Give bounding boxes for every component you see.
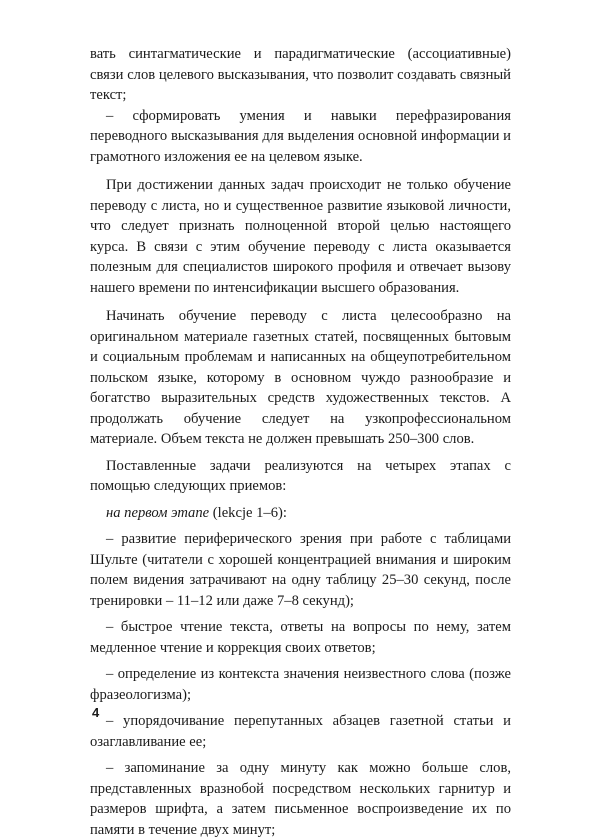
paragraph-material: Начинать обучение переводу с листа целесообразно на оригинальном материале газетных статей, посвященных бытовым и социальным проблемам и написанных на общеупотребительном польском языке, которому в основном чуждо разнообразие и богатство выразительных средств художественных текстов. А продолжать обучение следует на узкопрофессиональном материале. Объем текста не должен превышать 250–300 слов. [90, 308, 511, 447]
list-item: – упорядочивание перепутанных абзацев газетной статьи и озаглавливание ее; [90, 713, 511, 750]
stage-label: на первом этапе [106, 504, 210, 521]
list-item: – определение из контекста значения неизвестного слова (позже фразеологизма); [90, 666, 511, 703]
list-item: – быстрое чтение текста, ответы на вопросы по нему, затем медленное чтение и коррекция своих ответов; [90, 619, 511, 656]
paragraph-continuation: вать синтагматические и парадигматические (ассоциативные) связи слов целевого высказывания, что позволит создавать связный текст; [90, 46, 511, 103]
paragraph-stages-intro: Поставленные задачи реализуются на четырех этапах с помощью следующих приемов: [90, 457, 511, 494]
page-body [90, 44, 511, 840]
list-item: – развитие периферического зрения при работе с таблицами Шульте (читатели с хорошей концентрацией внимания и широким полем видения затрачивают на одну таблицу 25–30 секунд, после тренировки – 11–12 или даже 7–8 секунд); [90, 531, 511, 609]
stage-lessons: (lekcje 1–6): [209, 504, 287, 521]
stage-heading [90, 503, 511, 524]
page-number: 4 [92, 705, 100, 720]
paragraph-second-goal: При достижении данных задач происходит не только обучение переводу с листа, но и существенное развитие языковой личности, что следует признать полноценной второй целью настоящего курса. В связи с этим обучение переводу с листа оказывается полезным для специалистов широкого профиля и отвечает вызову нашего времени по интенсификации высшего образования. [90, 177, 511, 296]
paragraph-goal-list-item: – сформировать умения и навыки перефразирования переводного высказывания для выделения основной информации и грамотного изложения ее на целевом языке. [90, 107, 511, 165]
list-item: – запоминание за одну минуту как можно больше слов, представленных вразнобой посредством нескольких гарнитур и размеров шрифта, а затем письменное воспроизведение их по памяти в течение двух минут; [90, 760, 511, 838]
